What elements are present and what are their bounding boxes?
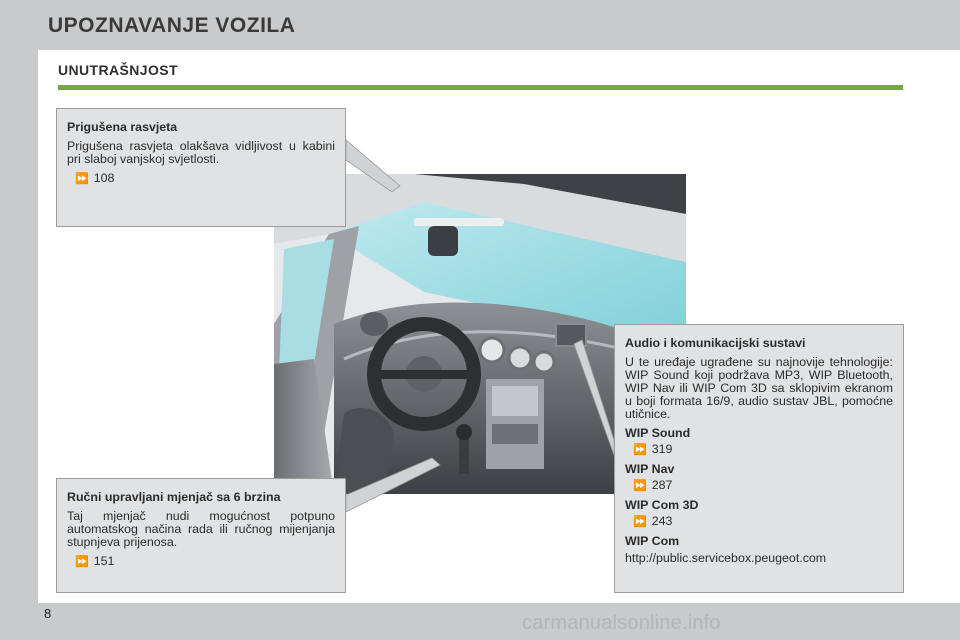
fast-forward-arrow-icon: ⏩ xyxy=(633,480,647,492)
callout-heading: Audio i komunikacijski sustavi xyxy=(625,336,806,350)
section-title: UNUTRAŠNJOST xyxy=(58,62,178,78)
fast-forward-arrow-icon: ⏩ xyxy=(633,516,647,528)
callout-audio-systems xyxy=(614,324,904,593)
item-label-wip-com-3d: WIP Com 3D xyxy=(625,498,699,512)
page-number: 8 xyxy=(44,606,52,621)
page-reference-number: 243 xyxy=(651,514,673,528)
callout-heading: Ručni upravljani mjenjač sa 6 brzina xyxy=(67,490,281,504)
page-reference[interactable] xyxy=(633,515,893,529)
page-reference-number: 287 xyxy=(651,478,673,492)
page-reference-number: 108 xyxy=(93,171,115,185)
callout-text: U te uređaje ugrađene su najnovije tehnologije: WIP Sound koji podržava MP3, WIP Bluetooth, WIP Nav ili WIP Com 3D sa sklopivim ekranom u boji formata 16/9, audio sustav JBL, pomoćne utičnice. xyxy=(625,355,893,421)
page-reference-number: 319 xyxy=(651,442,673,456)
page-title: UPOZNAVANJE VOZILA xyxy=(48,14,296,37)
item-label-wip-nav: WIP Nav xyxy=(625,462,675,476)
callout-text: Taj mjenjač nudi mogućnost potpuno automatskog načina rada ili ručnog mijenjanja stupnjeva prijenosa. xyxy=(67,509,335,549)
page-reference[interactable] xyxy=(75,172,335,186)
page-reference[interactable] xyxy=(75,555,335,569)
item-label-wip-sound: WIP Sound xyxy=(625,426,691,440)
callout-dimmed-lighting xyxy=(56,108,346,227)
page-reference[interactable] xyxy=(633,443,893,457)
callout-text: Prigušena rasvjeta olakšava vidljivost u kabini pri slaboj vanjskoj svjetlosti. xyxy=(67,139,335,166)
item-label-wip-com: WIP Com xyxy=(625,534,680,548)
fast-forward-arrow-icon: ⏩ xyxy=(633,444,647,456)
callout-heading: Prigušena rasvjeta xyxy=(67,120,178,134)
page-reference-number: 151 xyxy=(93,554,115,568)
section-divider xyxy=(58,85,903,90)
fast-forward-arrow-icon: ⏩ xyxy=(75,556,89,568)
servicebox-link[interactable]: http://public.servicebox.peugeot.com xyxy=(625,551,827,565)
fast-forward-arrow-icon: ⏩ xyxy=(75,173,89,185)
callout-manual-gearbox xyxy=(56,478,346,593)
watermark: carmanualsonline.info xyxy=(522,612,721,634)
page-reference[interactable] xyxy=(633,479,893,493)
